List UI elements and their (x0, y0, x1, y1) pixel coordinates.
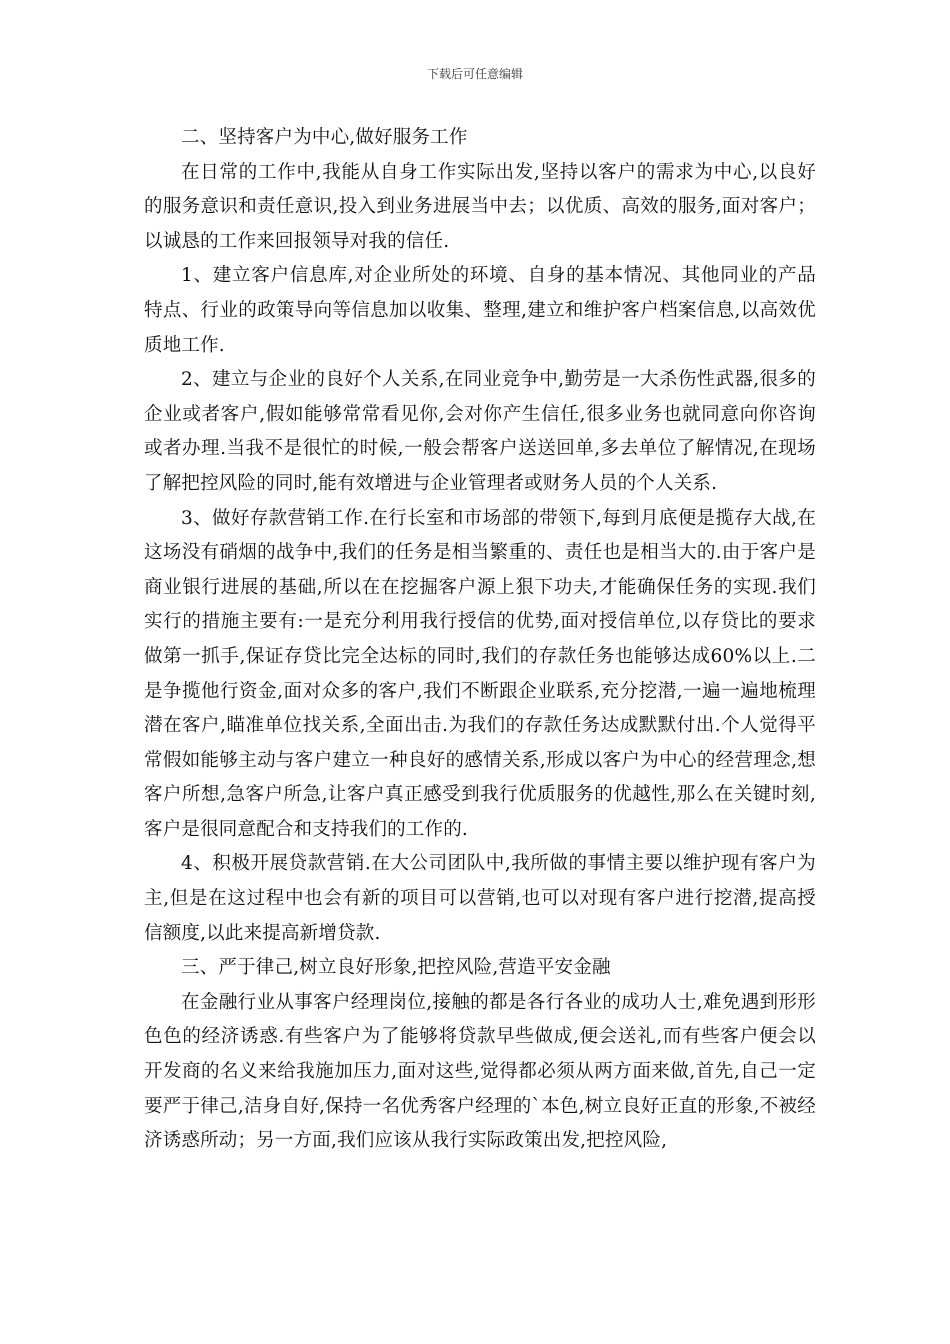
document-body (144, 121, 816, 1159)
section-heading-3: 三、严于律己,树立良好形象,把控风险,营造平安金融 (181, 957, 611, 979)
paragraph-item-3: 3、做好存款营销工作.在行长室和市场部的带领下,每到月底便是揽存大战,在这场没有硝烟的战争中,我们的任务是相当繁重的、责任也是相当大的.由于客户是商业银行进展的基础,所以在在挖掘客户源上狠下功夫,才能确保任务的实现.我们实行的措施主要有:一是充分利用我行授信的优势,面对授信单位,以存贷比的要求做第一抓手,保证存贷比完全达标的同时,我们的存款任务也能够达成60%以上.二是争揽他行资金,面对众多的客户,我们不断跟企业联系,充分挖潜,一遍一遍地梳理潜在客户,瞄准单位找关系,全面出击.为我们的存款任务达成默默付出.个人觉得平常假如能够主动与客户建立一种良好的感情关系,形成以客户为中心的经营理念,想客户所想,急客户所急,让客户真正感受到我行优质服务的优越性,那么在关键时刻,客户是很同意配合和支持我们的工作的. (144, 507, 816, 840)
paragraph-section-3: 在金融行业从事客户经理岗位,接触的都是各行各业的成功人士,难免遇到形形色色的经济诱惑.有些客户为了能够将贷款早些做成,便会送礼,而有些客户便会以开发商的名义来给我施加压力,面对这些,觉得都必须从两方面来做,首先,自己一定要严于律己,洁身自好,保持一名优秀客户经理的`本色,树立良好正直的形象,不被经济诱惑所动；另一方面,我们应该从我行实际政策出发,把控风险, (144, 991, 816, 1152)
paragraph-item-2: 2、建立与企业的良好个人关系,在同业竞争中,勤劳是一大杀伤性武器,很多的企业或者客户,假如能够常常看见你,会对你产生信任,很多业务也就同意向你咨询或者办理.当我不是很忙的时候,一般会帮客户送送回单,多去单位了解情况,在现场了解把控风险的同时,能有效增进与企业管理者或财务人员的个人关系. (144, 369, 816, 494)
paragraph-item-1: 1、建立客户信息库,对企业所处的环境、自身的基本情况、其他同业的产品特点、行业的政策导向等信息加以收集、整理,建立和维护客户档案信息,以高效优质地工作. (144, 265, 816, 356)
section-heading-2: 二、坚持客户为中心,做好服务工作 (181, 127, 468, 148)
paragraph-item-4: 4、积极开展贷款营销.在大公司团队中,我所做的事情主要以维护现有客户为主,但是在这过程中也会有新的项目可以营销,也可以对现有客户进行挖潜,提高授信额度,以此来提高新增贷款. (144, 853, 816, 944)
paragraph-intro: 在日常的工作中,我能从自身工作实际出发,坚持以客户的需求为中心,以良好的服务意识和责任意识,投入到业务进展当中去；以优质、高效的服务,面对客户；以诚恳的工作来回报领导对我的信任. (144, 161, 816, 252)
page-header-note: 下载后可任意编辑 (426, 67, 523, 81)
